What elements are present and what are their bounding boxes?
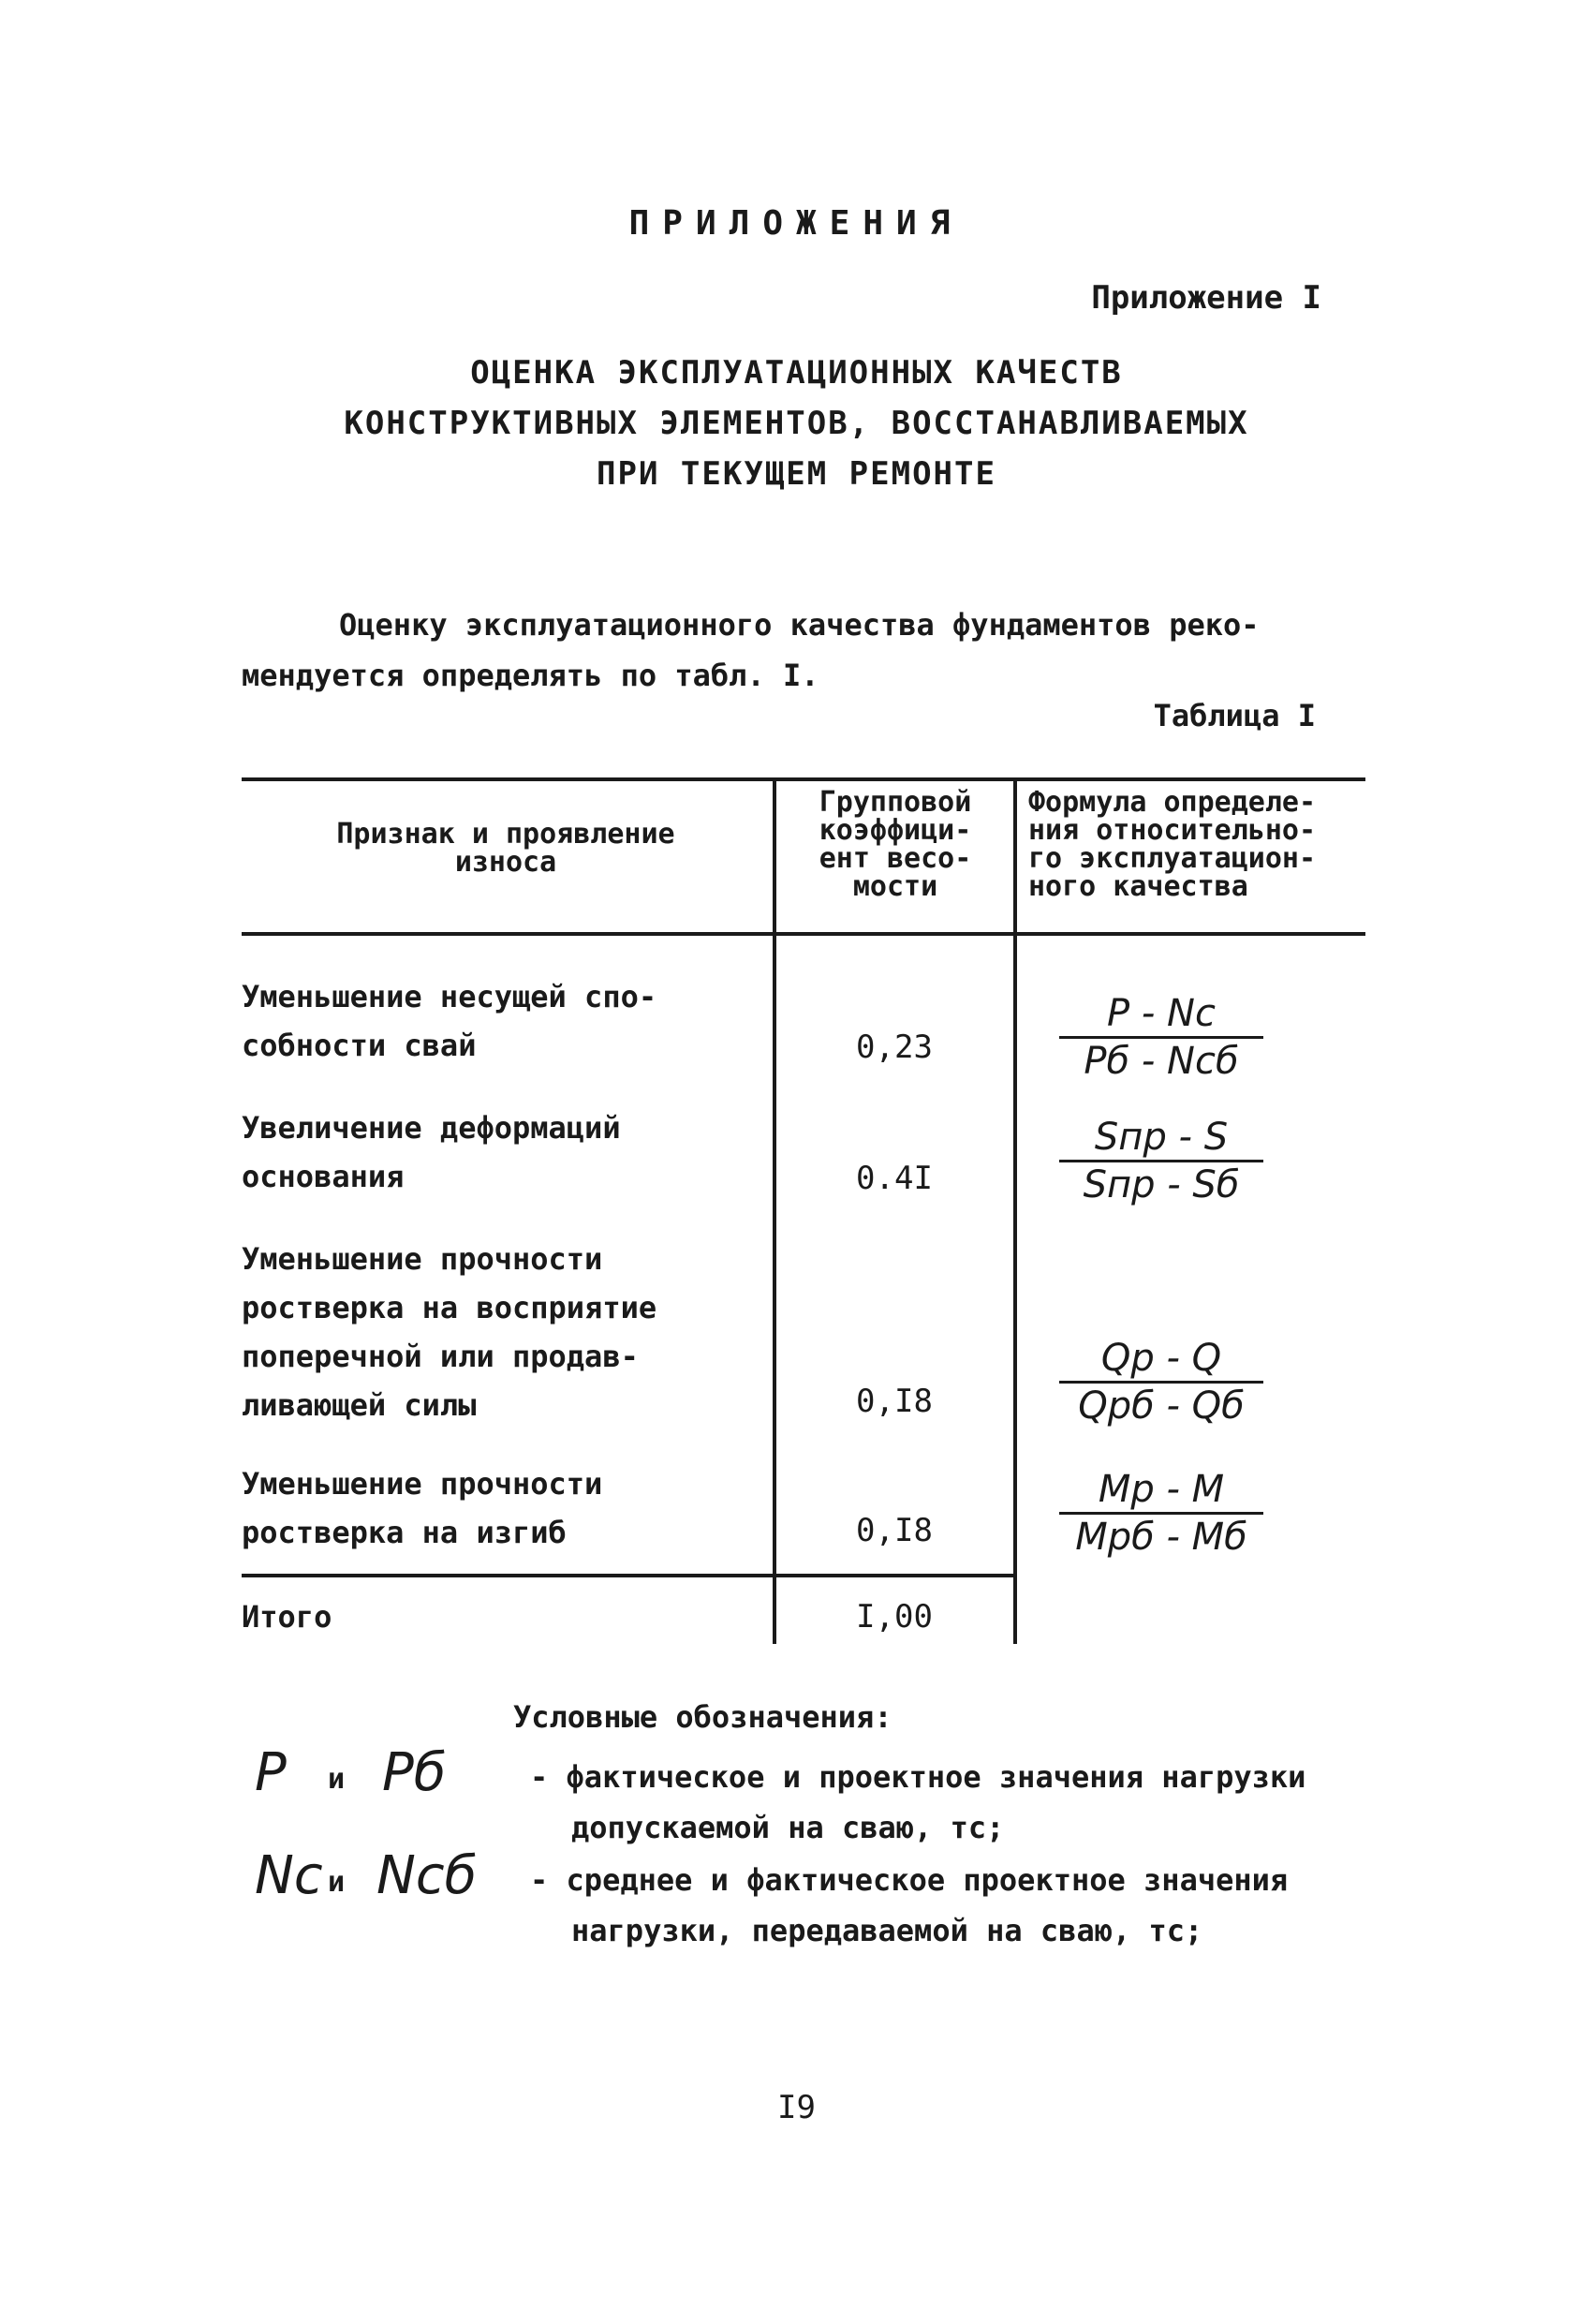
- formula-denominator: Mрб - Mб: [1075, 1516, 1247, 1559]
- table-cell-line: ливающей силы: [242, 1387, 477, 1423]
- legend-description: [530, 1855, 1373, 1956]
- legend-symbol: Nсб: [376, 1845, 478, 1906]
- table-header-formula: Формула определе- ния относительно- го эксплуатацион- ного качества: [1028, 786, 1317, 903]
- legend-symbol: Pб: [382, 1742, 447, 1803]
- table-label: Таблица I: [1153, 698, 1316, 733]
- legend-description-line: - фактическое и проектное значения нагрузки: [530, 1759, 1306, 1795]
- table-total-label: Итого: [242, 1599, 332, 1635]
- legend-conjunction: и: [328, 1866, 346, 1899]
- table-row-feature: [242, 1103, 766, 1201]
- table-header-weight: Групповой коэффици- ент весо- мости: [819, 786, 972, 903]
- table-total-value: I,00: [856, 1598, 933, 1636]
- formula-denominator: Qрб - Qб: [1078, 1384, 1245, 1428]
- table-header-feature: Признак и проявление износа: [336, 818, 675, 879]
- table-cell-line: ростверка на изгиб: [242, 1515, 567, 1550]
- appendix-label: Приложение I: [1091, 279, 1321, 317]
- table-cell-line: ростверка на восприятие: [242, 1290, 657, 1325]
- formula-denominator: Sпр - Sб: [1083, 1163, 1240, 1206]
- intro-paragraph-line: Оценку эксплуатационного качества фундаментов реко-: [339, 607, 1260, 643]
- table-cell-line: поперечной или продав-: [242, 1339, 639, 1374]
- legend-conjunction: и: [328, 1763, 346, 1796]
- legend-description-line: нагрузки, передаваемой на сваю, тс;: [571, 1913, 1203, 1948]
- table-top-rule: [242, 777, 1365, 781]
- formula-numerator: Sпр - S: [1094, 1116, 1229, 1159]
- table-row-formula: [1054, 1469, 1269, 1558]
- fraction-bar: [1059, 1512, 1263, 1515]
- table-cell-line: Уменьшение прочности: [242, 1466, 603, 1502]
- fraction-bar: [1059, 1160, 1263, 1162]
- table-row-feature: [242, 1459, 766, 1557]
- legend-description-line: - среднее и фактическое проектное значения: [530, 1862, 1289, 1898]
- fraction-bar: [1059, 1036, 1263, 1039]
- formula-denominator: Pб - Nсб: [1084, 1040, 1239, 1083]
- table-cell-line: Увеличение деформаций: [242, 1110, 621, 1146]
- document-title-line: ПРИ ТЕКУЩЕМ РЕМОНТЕ: [597, 455, 996, 493]
- table-total-rule: [242, 1574, 1014, 1577]
- formula-numerator: Qр - Q: [1100, 1337, 1222, 1380]
- table-cell-line: Уменьшение прочности: [242, 1241, 603, 1277]
- fraction-bar: [1059, 1381, 1263, 1384]
- table-row-formula: [1054, 1338, 1269, 1427]
- section-title: ПРИЛОЖЕНИЯ: [628, 204, 964, 243]
- table-row-weight: 0,I8: [856, 1512, 933, 1549]
- table-row-formula: [1054, 993, 1269, 1082]
- table-row-formula: [1054, 1117, 1269, 1206]
- document-title-line: ОЦЕНКА ЭКСПЛУАТАЦИОННЫХ КАЧЕСТВ: [470, 354, 1123, 392]
- table-row-feature: [242, 1235, 766, 1429]
- legend-description: [530, 1752, 1373, 1853]
- formula-numerator: Mр - M: [1098, 1468, 1225, 1511]
- legend-symbol: P: [255, 1742, 287, 1803]
- formula-numerator: P - Nc: [1107, 992, 1216, 1035]
- intro-paragraph-line: мендуется определять по табл. I.: [242, 658, 819, 693]
- page-number: I9: [777, 2089, 816, 2126]
- legend-description-line: допускаемой на сваю, тс;: [571, 1810, 1005, 1845]
- table-cell-line: Уменьшение несущей спо-: [242, 979, 657, 1014]
- document-title-line: КОНСТРУКТИВНЫХ ЭЛЕМЕНТОВ, ВОССТАНАВЛИВАЕМЫХ: [344, 405, 1249, 442]
- table-header-rule: [242, 932, 1365, 936]
- table-cell-line: основания: [242, 1159, 405, 1194]
- legend-title: Условные обозначения:: [513, 1699, 892, 1735]
- table-column-divider: [773, 777, 776, 1644]
- table-row-weight: 0,I8: [856, 1383, 933, 1420]
- table-column-divider: [1013, 777, 1017, 1644]
- table-row-weight: 0,23: [856, 1029, 933, 1066]
- table-row-weight: 0.4I: [856, 1160, 933, 1197]
- legend-symbol: Nc: [255, 1845, 323, 1906]
- table-cell-line: собности свай: [242, 1028, 477, 1063]
- table-row-feature: [242, 972, 766, 1070]
